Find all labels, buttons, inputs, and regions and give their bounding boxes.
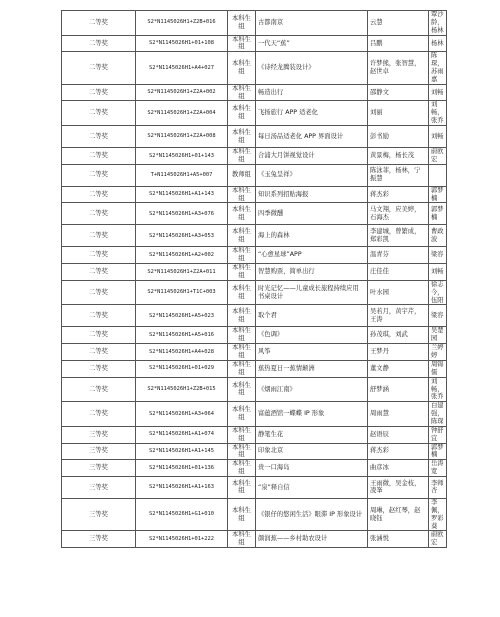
table-row	[62, 35, 447, 52]
authors-cell: 周雨慧	[368, 402, 429, 427]
advisor-cell: 白建强，陈琛	[429, 402, 447, 427]
authors-cell: 刘丽	[368, 101, 429, 126]
authors-cell: 张涵悦	[368, 531, 429, 548]
advisor-cell: 梁容	[429, 305, 447, 327]
authors-cell: 李建城，曾繁成，郑彩凯	[368, 225, 429, 247]
table-row	[62, 148, 447, 165]
work-title-cell: 《玉兔呈祥》	[256, 164, 368, 186]
group-cell: 本科生组	[228, 327, 256, 344]
table-row	[62, 247, 447, 264]
advisor-cell: 兰婷婷	[429, 344, 447, 361]
group-cell: 本科生组	[228, 426, 256, 443]
awards-table-body	[62, 11, 447, 548]
group-cell: 本科生组	[228, 460, 256, 477]
advisor-cell: 李佩，罗彩葵	[429, 498, 447, 530]
work-title-cell: 畅造出行	[256, 84, 368, 101]
work-title-cell: 颜润蕉——乡村助农设计	[256, 531, 368, 548]
entry-code-cell: S2*N1145026H1+A1+143	[136, 186, 228, 203]
work-title-cell: 海上的森林	[256, 225, 368, 247]
work-title-cell: “泉”释自信	[256, 476, 368, 498]
advisor-cell: 周锦儒	[429, 360, 447, 377]
table-row	[62, 280, 447, 305]
group-cell: 本科生组	[228, 305, 256, 327]
advisor-cell: 覃沙龄，杨林	[429, 11, 447, 36]
authors-cell: 孙茂琪，刘武	[368, 327, 429, 344]
advisor-cell: 郭梦楠	[429, 186, 447, 203]
entry-code-cell: S2*N1145026H1+A3+053	[136, 225, 228, 247]
table-row	[62, 305, 447, 327]
award-level-cell: 三等奖	[62, 443, 136, 460]
awards-table	[61, 10, 447, 548]
entry-code-cell: S2*N1145026H1+A3+076	[136, 203, 228, 225]
work-title-cell: 贵一口海岛	[256, 460, 368, 477]
authors-cell: 云慧	[368, 11, 429, 36]
advisor-cell: 刘畅，张乔	[429, 101, 447, 126]
table-row	[62, 426, 447, 443]
advisor-cell: 郭梦楠	[429, 443, 447, 460]
entry-code-cell: S2*N1145026H1+01+222	[136, 531, 228, 548]
advisor-cell: 吴楚园	[429, 327, 447, 344]
table-row	[62, 327, 447, 344]
entry-code-cell: S2*N1145026H1+A5+023	[136, 305, 228, 327]
authors-cell: 温青芬	[368, 247, 429, 264]
group-cell: 本科生组	[228, 203, 256, 225]
work-title-cell: 知识系列招贴海报	[256, 186, 368, 203]
table-row	[62, 344, 447, 361]
group-cell: 本科生组	[228, 247, 256, 264]
work-title-cell: 一代天“蕉”	[256, 35, 368, 52]
award-level-cell: 二等奖	[62, 186, 136, 203]
entry-code-cell: S2*N1145026H1+01+108	[136, 35, 228, 52]
group-cell: 本科生组	[228, 344, 256, 361]
table-row	[62, 531, 447, 548]
entry-code-cell: T+N1145026H1+A5+007	[136, 164, 228, 186]
group-cell: 本科生组	[228, 52, 256, 84]
table-row	[62, 52, 447, 84]
group-cell: 本科生组	[228, 11, 256, 36]
table-row	[62, 476, 447, 498]
group-cell: 本科生组	[228, 280, 256, 305]
authors-cell: 蒋杰彩	[368, 443, 429, 460]
authors-cell: 王雨微，吴金枝，凌峯	[368, 476, 429, 498]
authors-cell: 陈泳菲，杨林，宁振慧	[368, 164, 429, 186]
work-title-cell: 时光记忆——儿童成长旅程持续应用书桌设计	[256, 280, 368, 305]
work-title-cell: 风筝	[256, 344, 368, 361]
award-level-cell: 二等奖	[62, 164, 136, 186]
award-level-cell: 二等奖	[62, 225, 136, 247]
table-row	[62, 101, 447, 126]
entry-code-cell: S2*N1145026H1+G1+010	[136, 498, 228, 530]
advisor-cell: 蔚欧宏	[429, 531, 447, 548]
group-cell: 本科生组	[228, 360, 256, 377]
advisor-cell: 徐志今，伍阳	[429, 280, 447, 305]
work-title-cell: 每日汤品适老化 APP 界面设计	[256, 126, 368, 148]
advisor-cell: 蔚欧宏	[429, 148, 447, 165]
authors-cell: 董文静	[368, 360, 429, 377]
group-cell: 本科生组	[228, 186, 256, 203]
authors-cell: 彭书励	[368, 126, 429, 148]
group-cell: 本科生组	[228, 443, 256, 460]
authors-cell: 曲彦冰	[368, 460, 429, 477]
work-title-cell: 《色调》	[256, 327, 368, 344]
entry-code-cell: S2*N1145026H1+01+136	[136, 460, 228, 477]
group-cell: 本科生组	[228, 126, 256, 148]
entry-code-cell: S2*N1145026H1+Z2A+011	[136, 264, 228, 281]
authors-cell: 许梦熊，张智慧，赵世卓	[368, 52, 429, 84]
award-level-cell: 二等奖	[62, 402, 136, 427]
authors-cell: 马文翔，应美婷，石海杰	[368, 203, 429, 225]
authors-cell: 周琳，赵红琴，赵晓钰	[368, 498, 429, 530]
table-row	[62, 443, 447, 460]
table-row	[62, 460, 447, 477]
work-title-cell: 静笔生花	[256, 426, 368, 443]
award-level-cell: 二等奖	[62, 126, 136, 148]
group-cell: 本科生组	[228, 264, 256, 281]
work-title-cell: 印象北京	[256, 443, 368, 460]
entry-code-cell: S2*N1145026H1+T1C+003	[136, 280, 228, 305]
entry-code-cell: S2*N1145026H1+A1+145	[136, 443, 228, 460]
entry-code-cell: S2*N1145026H1+A1+074	[136, 426, 228, 443]
advisor-cell: 钟舒宜	[429, 426, 447, 443]
advisor-cell: 岳涛宽	[429, 460, 447, 477]
authors-cell: 吕鹏	[368, 35, 429, 52]
authors-cell: 蒋杰彩	[368, 186, 429, 203]
advisor-cell: 李师杏	[429, 476, 447, 498]
work-title-cell: 飞扬旅行 APP 适老化	[256, 101, 368, 126]
award-level-cell: 二等奖	[62, 305, 136, 327]
entry-code-cell: S2*N1145026H1+A1+163	[136, 476, 228, 498]
entry-code-cell: S2*N1145026H1+Z2A+002	[136, 84, 228, 101]
group-cell: 本科生组	[228, 476, 256, 498]
award-level-cell: 二等奖	[62, 84, 136, 101]
authors-cell: 邵静文	[368, 84, 429, 101]
work-title-cell: “心愈星球”APP	[256, 247, 368, 264]
group-cell: 本科生组	[228, 377, 256, 402]
award-level-cell: 二等奖	[62, 101, 136, 126]
table-row	[62, 186, 447, 203]
work-title-cell: 《诗经龙腾装设计》	[256, 52, 368, 84]
table-row	[62, 126, 447, 148]
table-row	[62, 402, 447, 427]
authors-cell: 叶水园	[368, 280, 429, 305]
table-row	[62, 498, 447, 530]
award-level-cell: 三等奖	[62, 426, 136, 443]
table-row	[62, 225, 447, 247]
entry-code-cell: S2*N1145026H1+A4+028	[136, 344, 228, 361]
entry-code-cell: S2*N1145026H1+A2+002	[136, 247, 228, 264]
work-title-cell: 蕉热夏日一蕉情颠洲	[256, 360, 368, 377]
entry-code-cell: S2*N1145026H1+01+143	[136, 148, 228, 165]
entry-code-cell: S2*N1145026H1+Z2A+008	[136, 126, 228, 148]
group-cell: 教师组	[228, 164, 256, 186]
authors-cell: 吴若月，黄宇芹，王涛	[368, 305, 429, 327]
advisor-cell: 陈琛，苏雨嘉	[429, 52, 447, 84]
advisor-cell: 曹政波	[429, 225, 447, 247]
table-row	[62, 360, 447, 377]
table-row	[62, 377, 447, 402]
work-title-cell: 合浦大月饼视觉设计	[256, 148, 368, 165]
award-level-cell: 二等奖	[62, 280, 136, 305]
advisor-cell: 刘畅	[429, 84, 447, 101]
award-level-cell: 二等奖	[62, 247, 136, 264]
table-row	[62, 203, 447, 225]
group-cell: 本科生组	[228, 148, 256, 165]
entry-code-cell: S2*N1145026H1+A5+016	[136, 327, 228, 344]
award-level-cell: 三等奖	[62, 460, 136, 477]
award-level-cell: 三等奖	[62, 531, 136, 548]
authors-cell: 赵语辰	[368, 426, 429, 443]
award-level-cell: 二等奖	[62, 377, 136, 402]
authors-cell: 王梦丹	[368, 344, 429, 361]
entry-code-cell: S2*N1145026H1+01+029	[136, 360, 228, 377]
table-row	[62, 11, 447, 36]
advisor-cell: 郭梦楠	[429, 203, 447, 225]
table-row	[62, 164, 447, 186]
advisor-cell: 刘畅	[429, 126, 447, 148]
advisor-cell: 梁容	[429, 247, 447, 264]
award-level-cell: 二等奖	[62, 344, 136, 361]
award-level-cell: 二等奖	[62, 148, 136, 165]
award-level-cell: 三等奖	[62, 476, 136, 498]
group-cell: 本科生组	[228, 498, 256, 530]
group-cell: 本科生组	[228, 35, 256, 52]
table-row	[62, 84, 447, 101]
award-level-cell: 二等奖	[62, 52, 136, 84]
entry-code-cell: S2*N1145026H1+Z2A+004	[136, 101, 228, 126]
award-level-cell: 二等奖	[62, 360, 136, 377]
award-level-cell: 二等奖	[62, 264, 136, 281]
work-title-cell: 《烟雨江南》	[256, 377, 368, 402]
group-cell: 本科生组	[228, 531, 256, 548]
group-cell: 本科生组	[228, 101, 256, 126]
entry-code-cell: S2*N1145026H1+Z2B+016	[136, 11, 228, 36]
award-level-cell: 三等奖	[62, 498, 136, 530]
award-level-cell: 二等奖	[62, 11, 136, 36]
work-title-cell: 取个君	[256, 305, 368, 327]
advisor-cell: 刘畅，张乔	[429, 377, 447, 402]
advisor-cell: 刘畅	[429, 264, 447, 281]
entry-code-cell: S2*N1145026H1+A4+027	[136, 52, 228, 84]
award-level-cell: 二等奖	[62, 35, 136, 52]
work-title-cell: 古都南京	[256, 11, 368, 36]
work-title-cell: 四季微醺	[256, 203, 368, 225]
advisor-cell	[429, 164, 447, 186]
award-level-cell: 二等奖	[62, 203, 136, 225]
work-title-cell: 富蕴酒馆一蝶蝶 IP 形象	[256, 402, 368, 427]
group-cell: 本科生组	[228, 225, 256, 247]
advisor-cell: 杨林	[429, 35, 447, 52]
authors-cell: 黄景梅，杨长茂	[368, 148, 429, 165]
work-title-cell: 《银仔的悠闲生活》眼滞 IP 形象设计	[256, 498, 368, 530]
group-cell: 本科生组	[228, 84, 256, 101]
group-cell: 本科生组	[228, 402, 256, 427]
entry-code-cell: S2*N1145026H1+A3+064	[136, 402, 228, 427]
authors-cell: 庄佳佳	[368, 264, 429, 281]
authors-cell: 舒梦涵	[368, 377, 429, 402]
award-level-cell: 二等奖	[62, 327, 136, 344]
work-title-cell: 智慧购票，简单出行	[256, 264, 368, 281]
table-row	[62, 264, 447, 281]
entry-code-cell: S2*N1145026H1+Z2B+015	[136, 377, 228, 402]
